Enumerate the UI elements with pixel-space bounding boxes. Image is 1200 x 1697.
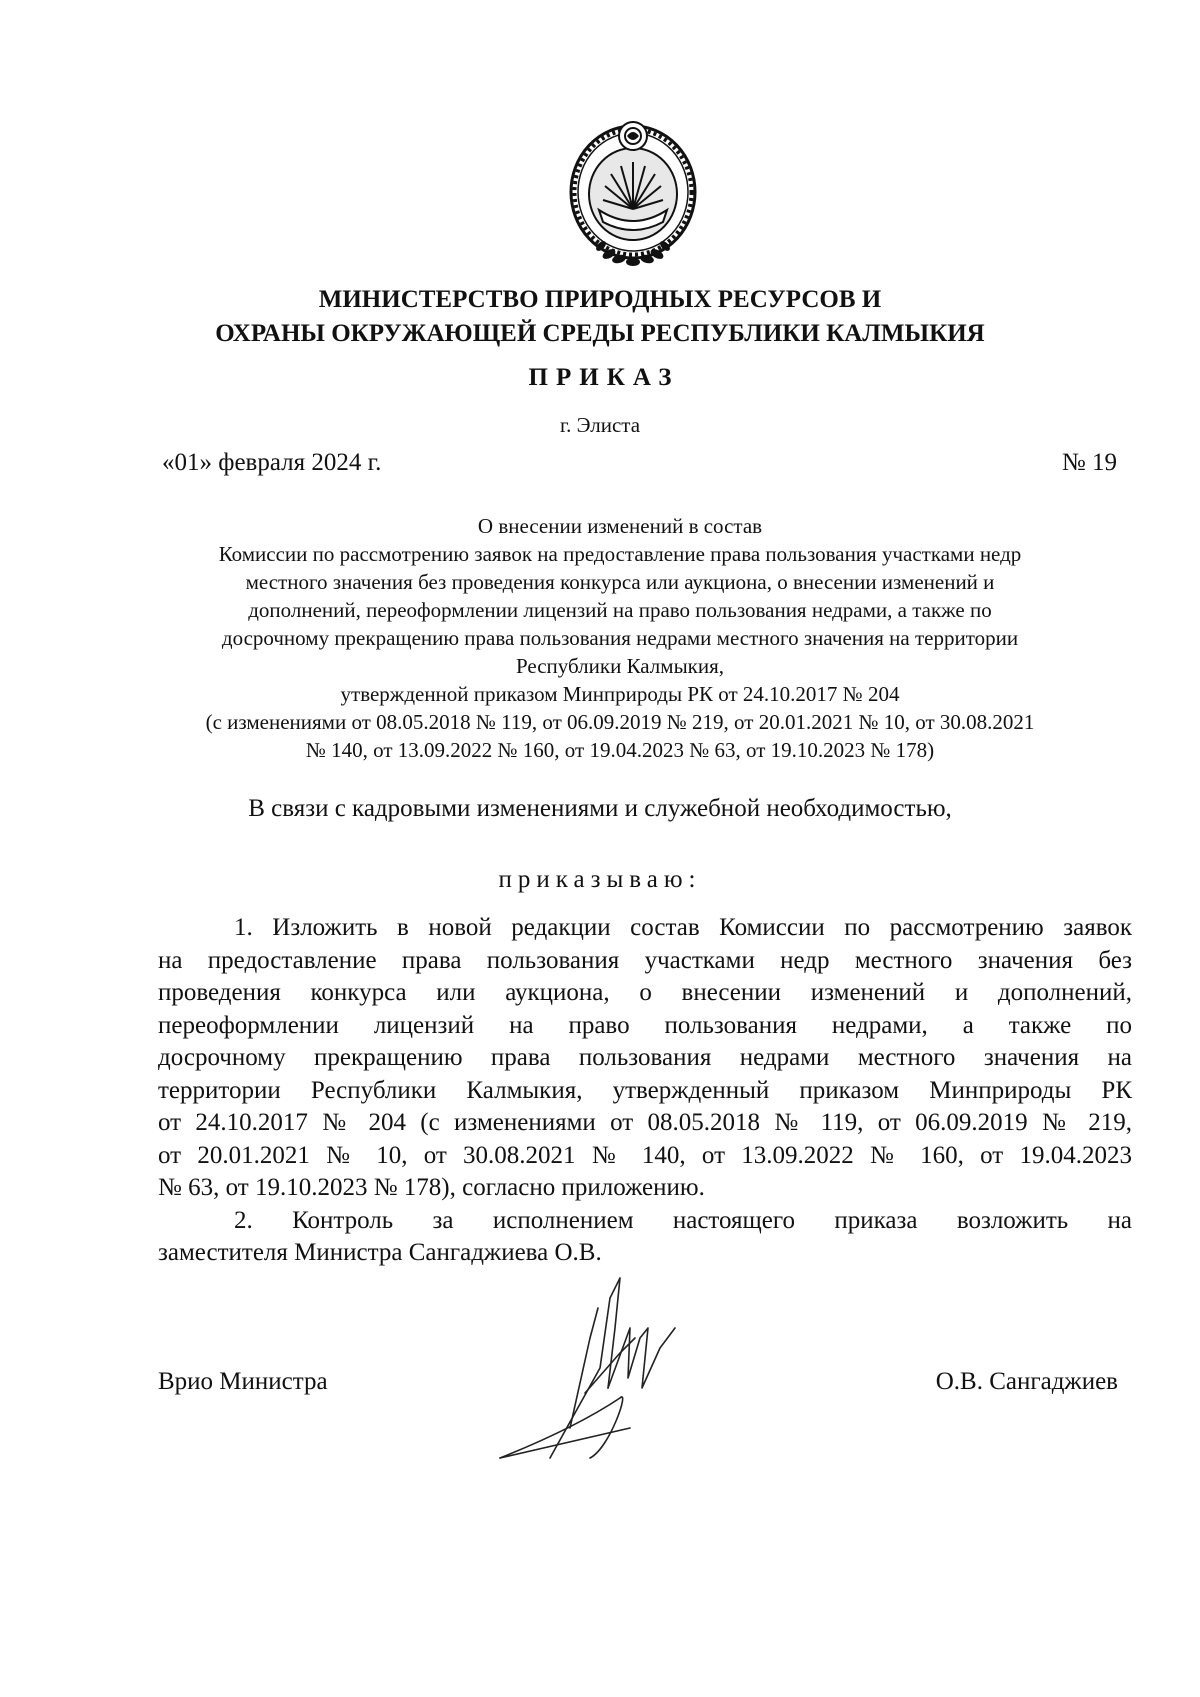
body-line: территории Республики Калмыкия, утвержденный приказом Минприроды РК bbox=[158, 1076, 1132, 1104]
subject-line: Комиссии по рассмотрению заявок на предоставление права пользования участками недр bbox=[218, 542, 1022, 566]
document-subject bbox=[110, 512, 1130, 764]
order-body bbox=[158, 912, 1132, 1270]
coat-of-arms-kalmykia-icon bbox=[565, 114, 701, 272]
document-number: № 19 bbox=[1061, 449, 1117, 476]
subject-line: О внесении изменений в состав bbox=[477, 514, 763, 538]
body-line: 1. Изложить в новой редакции состав Комиссии по рассмотрению заявок bbox=[234, 914, 1132, 941]
preamble: В связи с кадровыми изменениями и служебной необходимостью, bbox=[248, 795, 952, 822]
subject-line: Республики Калмыкия, bbox=[515, 654, 725, 678]
ministry-line-2: ОХРАНЫ ОКРУЖАЮЩЕЙ СРЕДЫ РЕСПУБЛИКИ КАЛМЫКИЯ bbox=[215, 320, 985, 347]
body-line: на предоставление права пользования участками недр местного значения без bbox=[158, 946, 1132, 974]
subject-line: № 140, от 13.09.2022 № 160, от 19.04.2023 № 63, от 19.10.2023 № 178) bbox=[305, 738, 935, 762]
subject-line: утвержденной приказом Минприроды РК от 24.10.2017 № 204 bbox=[340, 682, 900, 706]
body-line: от 20.01.2021 № 10, от 30.08.2021 № 140, от 13.09.2022 № 160, от 19.04.2023 bbox=[158, 1141, 1132, 1169]
handwritten-signature bbox=[490, 1268, 730, 1468]
body-line: от 24.10.2017 № 204 (с изменениями от 08.05.2018 № 119, от 06.09.2019 № 219, bbox=[158, 1109, 1132, 1136]
subject-line: местного значения без проведения конкурса или аукциона, о внесении изменений и bbox=[245, 570, 995, 594]
ministry-line-1: МИНИСТЕРСТВО ПРИРОДНЫХ РЕСУРСОВ И bbox=[318, 286, 882, 313]
city: г. Элиста bbox=[559, 413, 641, 437]
subject-line: (с изменениями от 08.05.2018 № 119, от 06.09.2019 № 219, от 20.01.2021 № 10, от 30.08.2021 bbox=[205, 710, 1035, 734]
subject-line: дополнений, переоформлении лицензий на право пользования недрами, а также по bbox=[248, 598, 992, 622]
body-line: переоформлении лицензий на право пользования недрами, а также по bbox=[158, 1011, 1132, 1039]
ministry-heading bbox=[0, 283, 1200, 351]
document-type: ПРИКАЗ bbox=[528, 364, 680, 391]
body-line: 2. Контроль за исполнением настоящего приказа возложить на bbox=[234, 1206, 1132, 1234]
subject-line: досрочному прекращению права пользования недрами местного значения на территории bbox=[221, 626, 1019, 650]
body-line: досрочному прекращению права пользования недрами местного значения на bbox=[158, 1044, 1132, 1071]
signatory-name: О.В. Сангаджиев bbox=[935, 1368, 1118, 1395]
body-line: заместителя Министра Сангаджиева О.В. bbox=[158, 1239, 602, 1266]
order-word: приказываю: bbox=[498, 866, 702, 893]
body-line: № 63, от 19.10.2023 № 178), согласно приложению. bbox=[158, 1174, 705, 1201]
body-line: проведения конкурса или аукциона, о внесении изменений и дополнений, bbox=[158, 979, 1132, 1006]
document-date: «01» февраля 2024 г. bbox=[162, 449, 382, 476]
signatory-role: Врио Министра bbox=[158, 1368, 328, 1395]
